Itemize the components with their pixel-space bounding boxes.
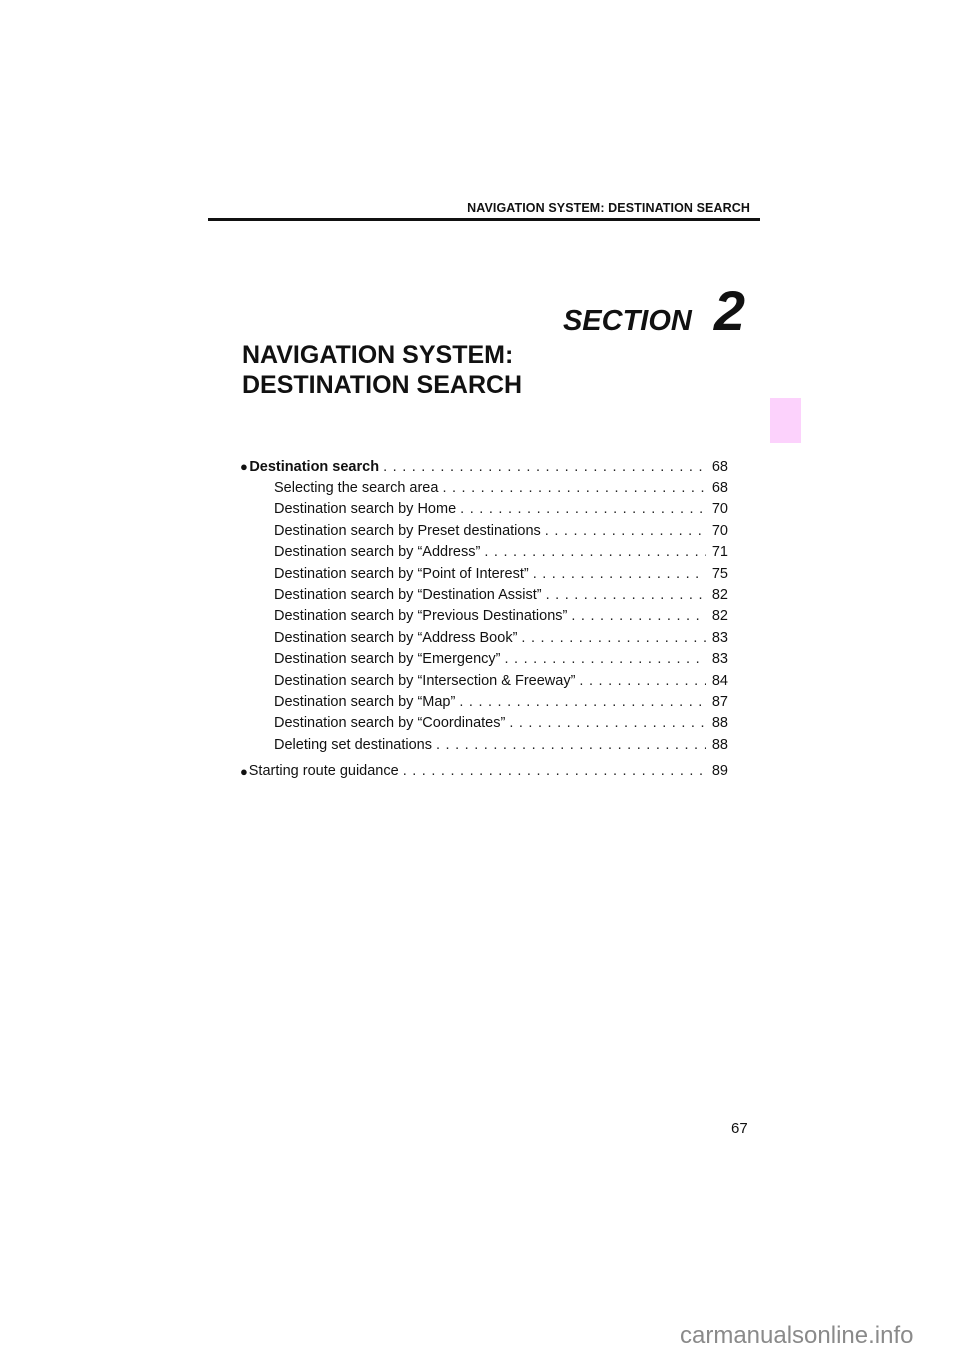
section-thumb-tab <box>770 398 801 443</box>
toc-page: 87 <box>711 693 728 710</box>
toc-label: Destination search by “Emergency” <box>274 651 501 668</box>
toc-page: 84 <box>711 672 728 689</box>
leader-dots <box>379 459 706 475</box>
leader-dots <box>541 523 706 539</box>
section-label <box>563 278 745 343</box>
bullet-icon: ● <box>240 459 248 475</box>
toc-entry[interactable] <box>240 670 728 691</box>
toc-label: Destination search by Home <box>274 501 457 518</box>
toc-label: Destination search by “Coordinates” <box>274 715 506 732</box>
watermark: carmanualsonline.info <box>680 1322 914 1349</box>
toc-page: 82 <box>711 608 728 625</box>
toc-page: 68 <box>711 458 728 475</box>
toc-label: Destination search by “Previous Destinations” <box>274 608 568 625</box>
toc-page: 89 <box>711 763 728 780</box>
toc-page: 70 <box>711 522 728 539</box>
section-number: 2 <box>713 279 745 342</box>
leader-dots <box>500 651 706 667</box>
toc-entry[interactable] <box>240 584 728 605</box>
toc-entry[interactable] <box>240 713 728 734</box>
toc-page: 88 <box>711 736 728 753</box>
toc-label: Destination search by “Map” <box>274 693 456 710</box>
header-rule <box>208 218 760 221</box>
toc-entry[interactable] <box>240 734 728 755</box>
toc-entry[interactable] <box>240 477 728 498</box>
toc-entry[interactable] <box>240 691 728 712</box>
toc-entry[interactable] <box>240 606 728 627</box>
leader-dots <box>456 501 706 517</box>
toc-entry[interactable] <box>240 627 728 648</box>
leader-dots <box>529 566 706 582</box>
section-word: SECTION <box>562 305 692 337</box>
leader-dots <box>438 480 706 496</box>
leader-dots <box>567 608 706 624</box>
toc-entry[interactable] <box>240 520 728 541</box>
bullet-icon: ● <box>240 763 248 779</box>
toc-entry[interactable] <box>240 760 728 781</box>
table-of-contents <box>240 456 728 782</box>
page-title <box>242 340 522 400</box>
toc-label: Destination search by Preset destinations <box>274 522 541 539</box>
leader-dots <box>432 737 706 753</box>
toc-page: 82 <box>711 587 728 604</box>
toc-label: Destination search <box>249 458 380 475</box>
toc-label: Destination search by “Point of Interest” <box>274 565 529 582</box>
toc-entry[interactable] <box>240 456 728 477</box>
toc-label: Destination search by “Address Book” <box>274 629 518 646</box>
toc-label: Deleting set destinations <box>274 736 432 753</box>
toc-page: 83 <box>711 629 728 646</box>
toc-label: Destination search by “Address” <box>274 544 481 561</box>
toc-entry[interactable] <box>240 649 728 670</box>
page-number: 67 <box>731 1120 748 1137</box>
leader-dots <box>505 715 706 731</box>
leader-dots <box>542 587 706 603</box>
leader-dots <box>517 630 706 646</box>
toc-label: Selecting the search area <box>274 480 439 497</box>
leader-dots <box>575 673 706 689</box>
leader-dots <box>480 544 706 560</box>
toc-page: 71 <box>711 544 728 561</box>
toc-entry[interactable] <box>240 499 728 520</box>
title-line: DESTINATION SEARCH <box>242 371 523 399</box>
toc-page: 83 <box>711 651 728 668</box>
toc-page: 75 <box>711 565 728 582</box>
toc-page: 68 <box>711 480 728 497</box>
toc-page: 88 <box>711 715 728 732</box>
leader-dots <box>455 694 706 710</box>
title-line: NAVIGATION SYSTEM: <box>242 341 514 369</box>
toc-label: Starting route guidance <box>248 763 399 780</box>
toc-entry[interactable] <box>240 563 728 584</box>
leader-dots <box>399 763 706 779</box>
running-header: NAVIGATION SYSTEM: DESTINATION SEARCH <box>467 201 750 215</box>
toc-entry[interactable] <box>240 542 728 563</box>
toc-label: Destination search by “Destination Assist” <box>274 587 542 604</box>
toc-label: Destination search by “Intersection & Freeway” <box>274 672 576 689</box>
toc-page: 70 <box>711 501 728 518</box>
